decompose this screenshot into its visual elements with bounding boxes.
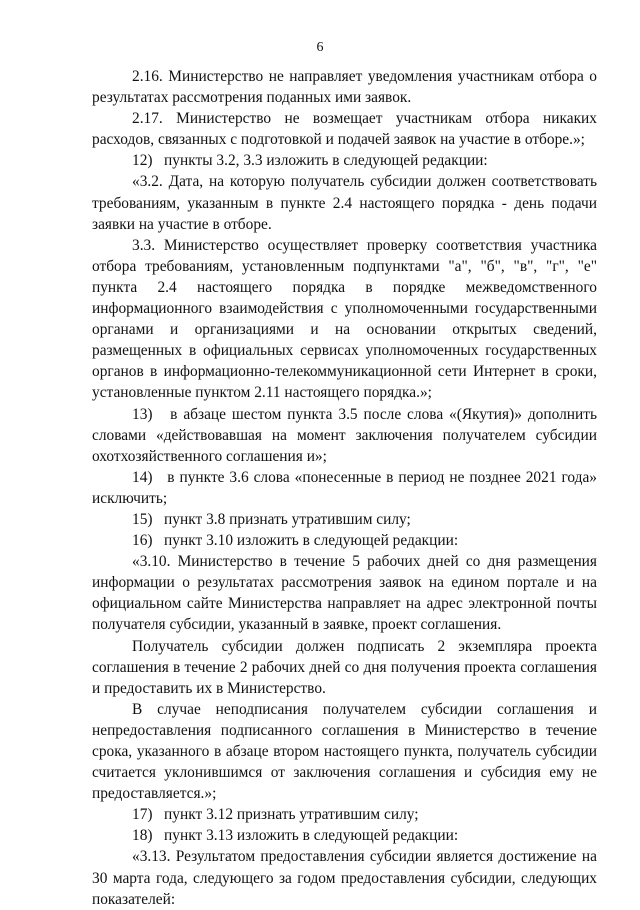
list-item-13: 13) в абзаце шестом пункта 3.5 после слова «(Якутия)» дополнить словами «действовавшая на момент заключения получателем субсидии охотхозяйственного соглашения и»; bbox=[92, 405, 597, 465]
paragraph-non-signing: В случае неподписания получателем субсидии соглашения и непредоставления подписанного соглашения в Министерство в течение срока, указанного в абзаце втором настоящего пункта, получатель субсидии считается уклонившимся от заключения соглашения и субсидия ему не предоставляется.»; bbox=[92, 700, 597, 803]
paragraph-3-10: «3.10. Министерство в течение 5 рабочих дней со дня размещения информации о результатах рассмотрения заявок на едином портале и на официальном сайте Министерства направляет на адрес электронной почты получателя субсидии, указанный в заявке, проект соглашения. bbox=[92, 553, 597, 634]
list-item-16: 16) пункт 3.10 изложить в следующей редакции: bbox=[132, 532, 459, 550]
list-item-12: 12) пункты 3.2, 3.3 изложить в следующей редакции: bbox=[132, 152, 488, 170]
list-item-15: 15) пункт 3.8 признать утратившим силу; bbox=[132, 510, 411, 528]
paragraph-3-3: 3.3. Министерство осуществляет проверку соответствия участника отбора требованиям, установленным подпунктами "а", "б", "в", "г", "е" пункта 2.4 настоящего порядка в порядке межведомственного информационного взаимодействия с уполномоченными государственными органами и организациями и на основании открытых сведений, размещенных в официальных сервисах уполномоченных государственных органов в информационно-телекоммуникационной сети Интернет в сроки, установленные пунктом 2.11 настоящего порядка.»; bbox=[92, 236, 597, 402]
list-item-14: 14) в пункте 3.6 слова «понесенные в период не позднее 2021 года» исключить; bbox=[92, 468, 597, 507]
page-number: 6 bbox=[316, 40, 324, 55]
paragraph-recipient-signing: Получатель субсидии должен подписать 2 экземпляра проекта соглашения в течение 2 рабочих дней со дня получения проекта соглашения и предоставить их в Министерство. bbox=[92, 637, 597, 697]
paragraph-2-17: 2.17. Министерство не возмещает участникам отбора никаких расходов, связанных с подготовкой и подачей заявок на участие в отборе.»; bbox=[92, 110, 597, 149]
list-item-18: 18) пункт 3.13 изложить в следующей редакции: bbox=[132, 827, 459, 845]
paragraph-2-16: 2.16. Министерство не направляет уведомления участникам отбора о результатах рассмотрения поданных ими заявок. bbox=[92, 68, 597, 107]
list-item-17: 17) пункт 3.12 признать утратившим силу; bbox=[132, 806, 419, 824]
paragraph-3-13: «3.13. Результатом предоставления субсидии является достижение на 30 марта года, следующего за годом предоставления субсидии, следующих показателей: bbox=[92, 848, 597, 908]
document-body bbox=[92, 66, 597, 910]
paragraph-3-2: «3.2. Дата, на которую получатель субсидии должен соответствовать требованиям, указанным в пункте 2.4 настоящего порядка - день подачи заявки на участие в отборе. bbox=[92, 173, 597, 233]
